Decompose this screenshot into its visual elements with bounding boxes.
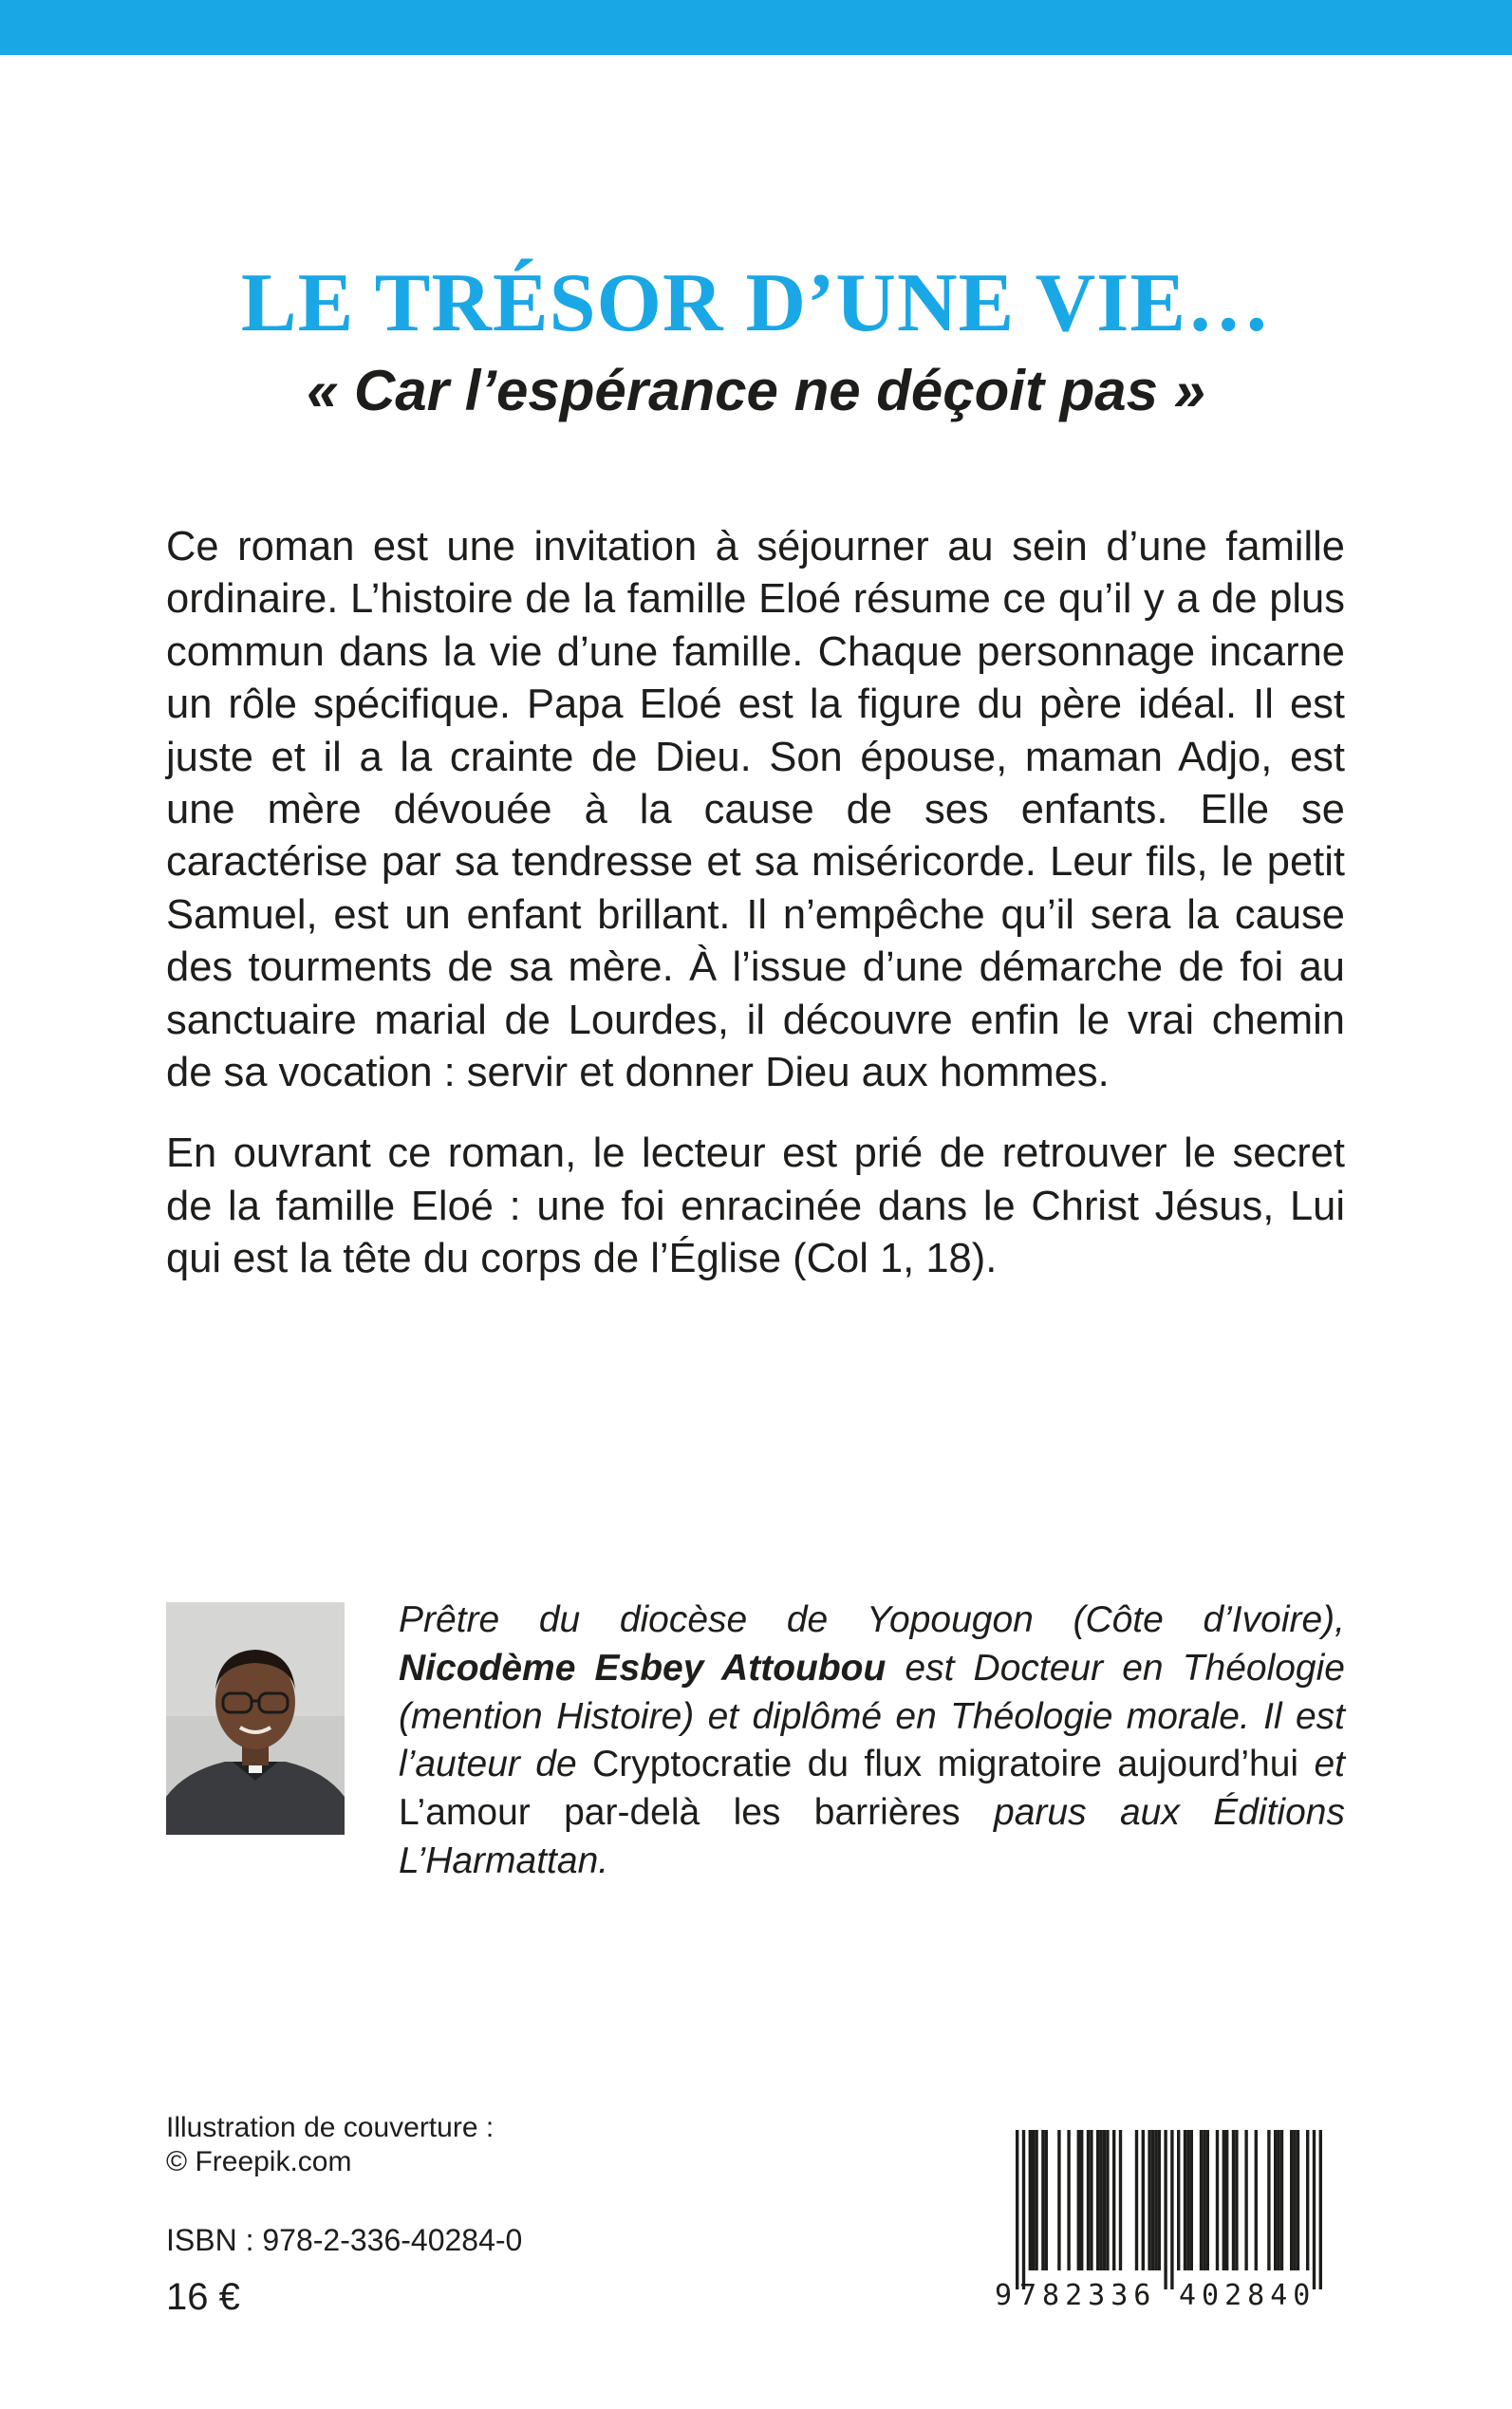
barcode-bar <box>1077 2130 1080 2270</box>
book-title: LE TRÉSOR D’UNE VIE… <box>240 257 1272 349</box>
bio-end: parus aux Éditions L’Harmattan. <box>399 1792 1345 1881</box>
barcode-first-digit: 9 <box>995 2279 1013 2312</box>
barcode-bar <box>1225 2130 1228 2270</box>
barcode-bar <box>1154 2130 1157 2270</box>
book-subtitle: « Car l’espérance ne déçoit pas » <box>306 359 1206 422</box>
barcode-bar <box>1135 2130 1138 2270</box>
barcode-bar <box>1274 2130 1277 2270</box>
bio-mid: est Docteur en Théologie (mention Histoire) et diplômé en Théologie morale. Il est l’auteur de <box>399 1647 1345 1785</box>
barcode-bar <box>1319 2130 1322 2289</box>
barcode-bar <box>1206 2130 1209 2270</box>
barcode-bar <box>1067 2130 1070 2270</box>
barcode-bar <box>1041 2130 1044 2270</box>
barcode-bar <box>1142 2130 1145 2270</box>
barcode-bar <box>1297 2130 1299 2270</box>
bio-intro: Prêtre du diocèse de Yopougon (Côte d’Ivoire), <box>399 1599 1345 1640</box>
author-portrait-illustration <box>166 1602 345 1835</box>
barcode-bar <box>1022 2130 1025 2289</box>
barcode-bar <box>1170 2130 1173 2289</box>
barcode-bar <box>1235 2130 1238 2270</box>
barcode-bar <box>1112 2130 1115 2270</box>
barcode-bar <box>1255 2130 1258 2270</box>
cover-credit <box>166 2111 494 2179</box>
barcode-bar <box>1293 2130 1296 2270</box>
barcode-bar <box>1186 2130 1189 2270</box>
barcode-bar <box>1106 2130 1109 2270</box>
barcode-bar <box>1164 2130 1167 2289</box>
author-photo <box>166 1602 345 1835</box>
bio-conj: et <box>1298 1744 1345 1785</box>
barcode-bar <box>1080 2130 1083 2270</box>
barcode-bar <box>1290 2130 1293 2270</box>
barcode-bar <box>1203 2130 1205 2270</box>
barcode-bar <box>1057 2130 1060 2270</box>
barcode-bar <box>1090 2130 1092 2270</box>
barcode-bar <box>1200 2130 1203 2270</box>
credit-label: Illustration de couverture : <box>166 2112 495 2143</box>
barcode-bar <box>1267 2130 1270 2270</box>
barcode-group-left: 782336 <box>1019 2279 1157 2312</box>
barcode-bar <box>1216 2130 1219 2270</box>
book-title-2: L’amour par-delà les barrières <box>399 1792 961 1834</box>
barcode-bar <box>1119 2130 1122 2270</box>
barcode-bar <box>1184 2130 1186 2270</box>
barcode-bar <box>1151 2130 1154 2270</box>
author-name: Nicodème Esbey Attoubou <box>399 1647 887 1689</box>
barcode-bar <box>1087 2130 1090 2270</box>
barcode-bar <box>1158 2130 1161 2270</box>
barcode-bar <box>1244 2130 1247 2270</box>
price: 16 € <box>166 2276 240 2318</box>
barcode-bar <box>1016 2130 1018 2289</box>
synopsis-paragraph-1: Ce roman est une invitation à séjourner au sein d’une famille ordinaire. L’histoire de la famille Eloé résume ce qu’il y a de plus commun dans la vie d’une famille. Chaque personnage incarne un rôle spécifique. Papa Eloé est la figure du père idéal. Il est juste et il a la crainte de Dieu. Son épouse, maman Adjo, est une mère dévouée à la cause de ses enfants. Elle se caractérise par sa tendresse et sa miséricorde. Leur fils, le petit Samuel, est un enfant brillant. Il n’empêche qu’il sera la cause des tourments de sa mère. À l’issue d’une démarche de foi au sanctuaire marial de Lourdes, il découvre enfin le vrai chemin de sa vocation : servir et donner Dieu aux hommes. <box>166 524 1345 1096</box>
top-color-band <box>0 0 1512 55</box>
barcode-bar <box>1096 2130 1099 2270</box>
credit-source: © Freepik.com <box>166 2146 352 2177</box>
barcode-bar <box>1277 2130 1279 2270</box>
barcode-bar <box>1103 2130 1106 2270</box>
barcode-bar <box>1032 2130 1035 2270</box>
barcode-bar <box>1223 2130 1225 2270</box>
book-title-1: Cryptocratie du flux migratoire aujourd’hui <box>592 1744 1299 1785</box>
barcode-bar <box>1313 2130 1316 2289</box>
barcode-bar <box>1035 2130 1037 2270</box>
author-bio <box>399 1597 1345 1886</box>
barcode-group-right: 402840 <box>1179 2279 1316 2312</box>
barcode-bar <box>1045 2130 1048 2270</box>
barcode-bar <box>1190 2130 1193 2270</box>
barcode-bar <box>1148 2130 1150 2270</box>
barcode-bar <box>1177 2130 1180 2270</box>
synopsis-paragraph-2: En ouvrant ce roman, le lecteur est prié de retrouver le secret de la famille Eloé : une foi enracinée dans le Christ Jésus, Lui qui est la tête du corps de l’Église (Col 1, 18). <box>166 1130 1345 1282</box>
barcode <box>987 2126 1345 2312</box>
barcode-bar <box>1232 2130 1235 2270</box>
barcode-bar <box>1280 2130 1283 2270</box>
isbn: ISBN : 978-2-336-40284-0 <box>166 2223 523 2257</box>
synopsis <box>166 521 1345 1315</box>
barcode-bar <box>1306 2130 1309 2270</box>
barcode-bar <box>1029 2130 1032 2270</box>
barcode-bar <box>1099 2130 1102 2270</box>
barcode-bars <box>1016 2130 1322 2289</box>
